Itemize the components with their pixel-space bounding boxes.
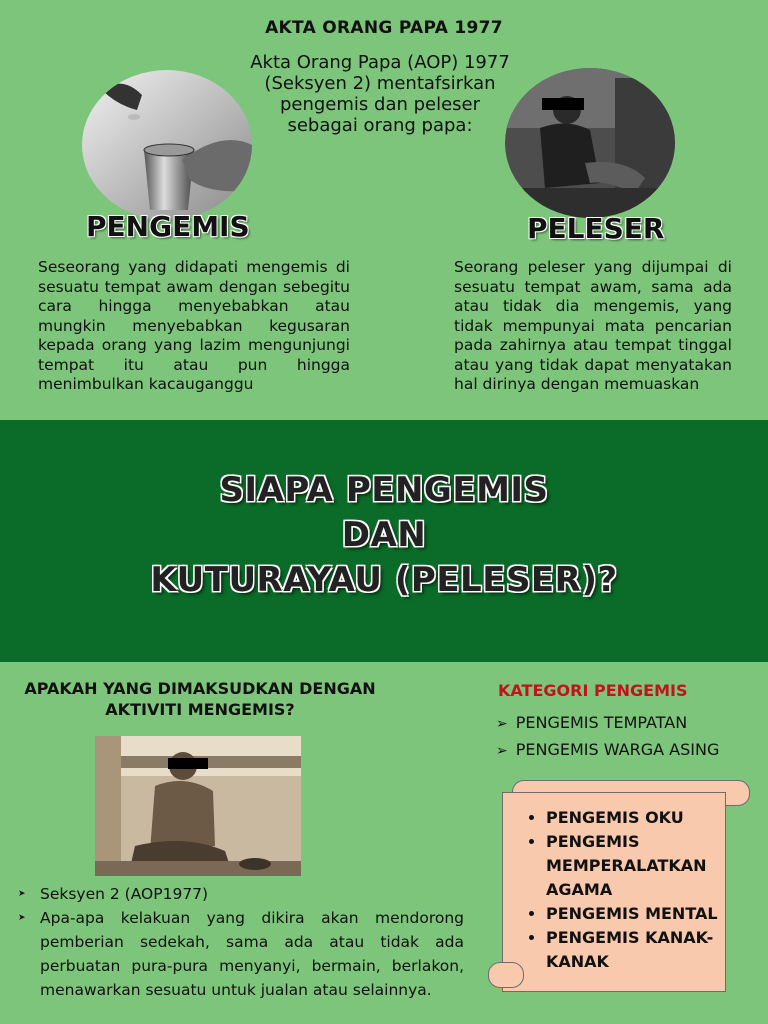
list-item: ➤ Seksyen 2 (AOP1977) xyxy=(18,882,464,906)
list-item: ➤ Apa-apa kelakuan yang dikira akan mendorong pemberian sedekah, sama ada atau tidak ada perbuatan pura-pura menyanyi, bermain, berlakon, menawarkan sesuatu untuk jualan atau selainnya. xyxy=(18,906,464,1002)
headline-line-2: DAN xyxy=(341,515,427,555)
crouching-beggar-photo xyxy=(95,736,301,876)
scroll-list xyxy=(516,806,736,974)
list-item: • PENGEMIS MEMPERALATKAN AGAMA xyxy=(546,830,736,902)
list-item: • PENGEMIS KANAK-KANAK xyxy=(546,926,736,974)
headline-title xyxy=(0,468,768,603)
censor-bar xyxy=(542,98,584,110)
intro-text: Akta Orang Papa (AOP) 1977 (Seksyen 2) mentafsirkan pengemis dan peleser sebagai orang papa: xyxy=(250,52,510,136)
list-item: • PENGEMIS OKU xyxy=(546,806,736,830)
censor-bar-2 xyxy=(168,758,208,769)
pengemis-label: PENGEMIS xyxy=(86,210,250,243)
sitting-man-photo xyxy=(505,68,675,218)
peleser-definition: Seorang peleser yang dijumpai di sesuatu tempat awam, sama ada atau tidak dia mengemis, yang tidak mempunyai mata pencarian pada zahirnya atau tempat tinggal atau yang tidak dapat menyatakan hal dirinya dengan memuaskan xyxy=(454,258,732,393)
definition-bullets xyxy=(18,882,464,1002)
pengemis-definition: Seseorang yang didapati mengemis di sesuatu tempat awam dengan sebegitu cara hingga menyebabkan atau mungkin menyebabkan kegusaran kepada orang yang lazim mengunjungi tempat itu atau pun hingga menimbulkan kacauganggu xyxy=(38,258,350,393)
begging-cup-photo xyxy=(82,70,252,220)
headline-line-3: KUTURAYAU (PELESER)? xyxy=(150,560,618,600)
list-item: ➢ PENGEMIS TEMPATAN xyxy=(496,710,719,737)
question-title: APAKAH YANG DIMAKSUDKAN DENGAN AKTIVITI MENGEMIS? xyxy=(24,679,376,719)
headline-line-1: SIAPA PENGEMIS xyxy=(219,470,549,510)
page-title: AKTA ORANG PAPA 1977 xyxy=(265,18,503,38)
kategori-list xyxy=(496,710,719,764)
list-item: • PENGEMIS MENTAL xyxy=(546,902,736,926)
kategori-title: KATEGORI PENGEMIS xyxy=(498,681,688,700)
list-item: ➢ PENGEMIS WARGA ASING xyxy=(496,737,719,764)
peleser-label: PELESER xyxy=(527,212,665,245)
